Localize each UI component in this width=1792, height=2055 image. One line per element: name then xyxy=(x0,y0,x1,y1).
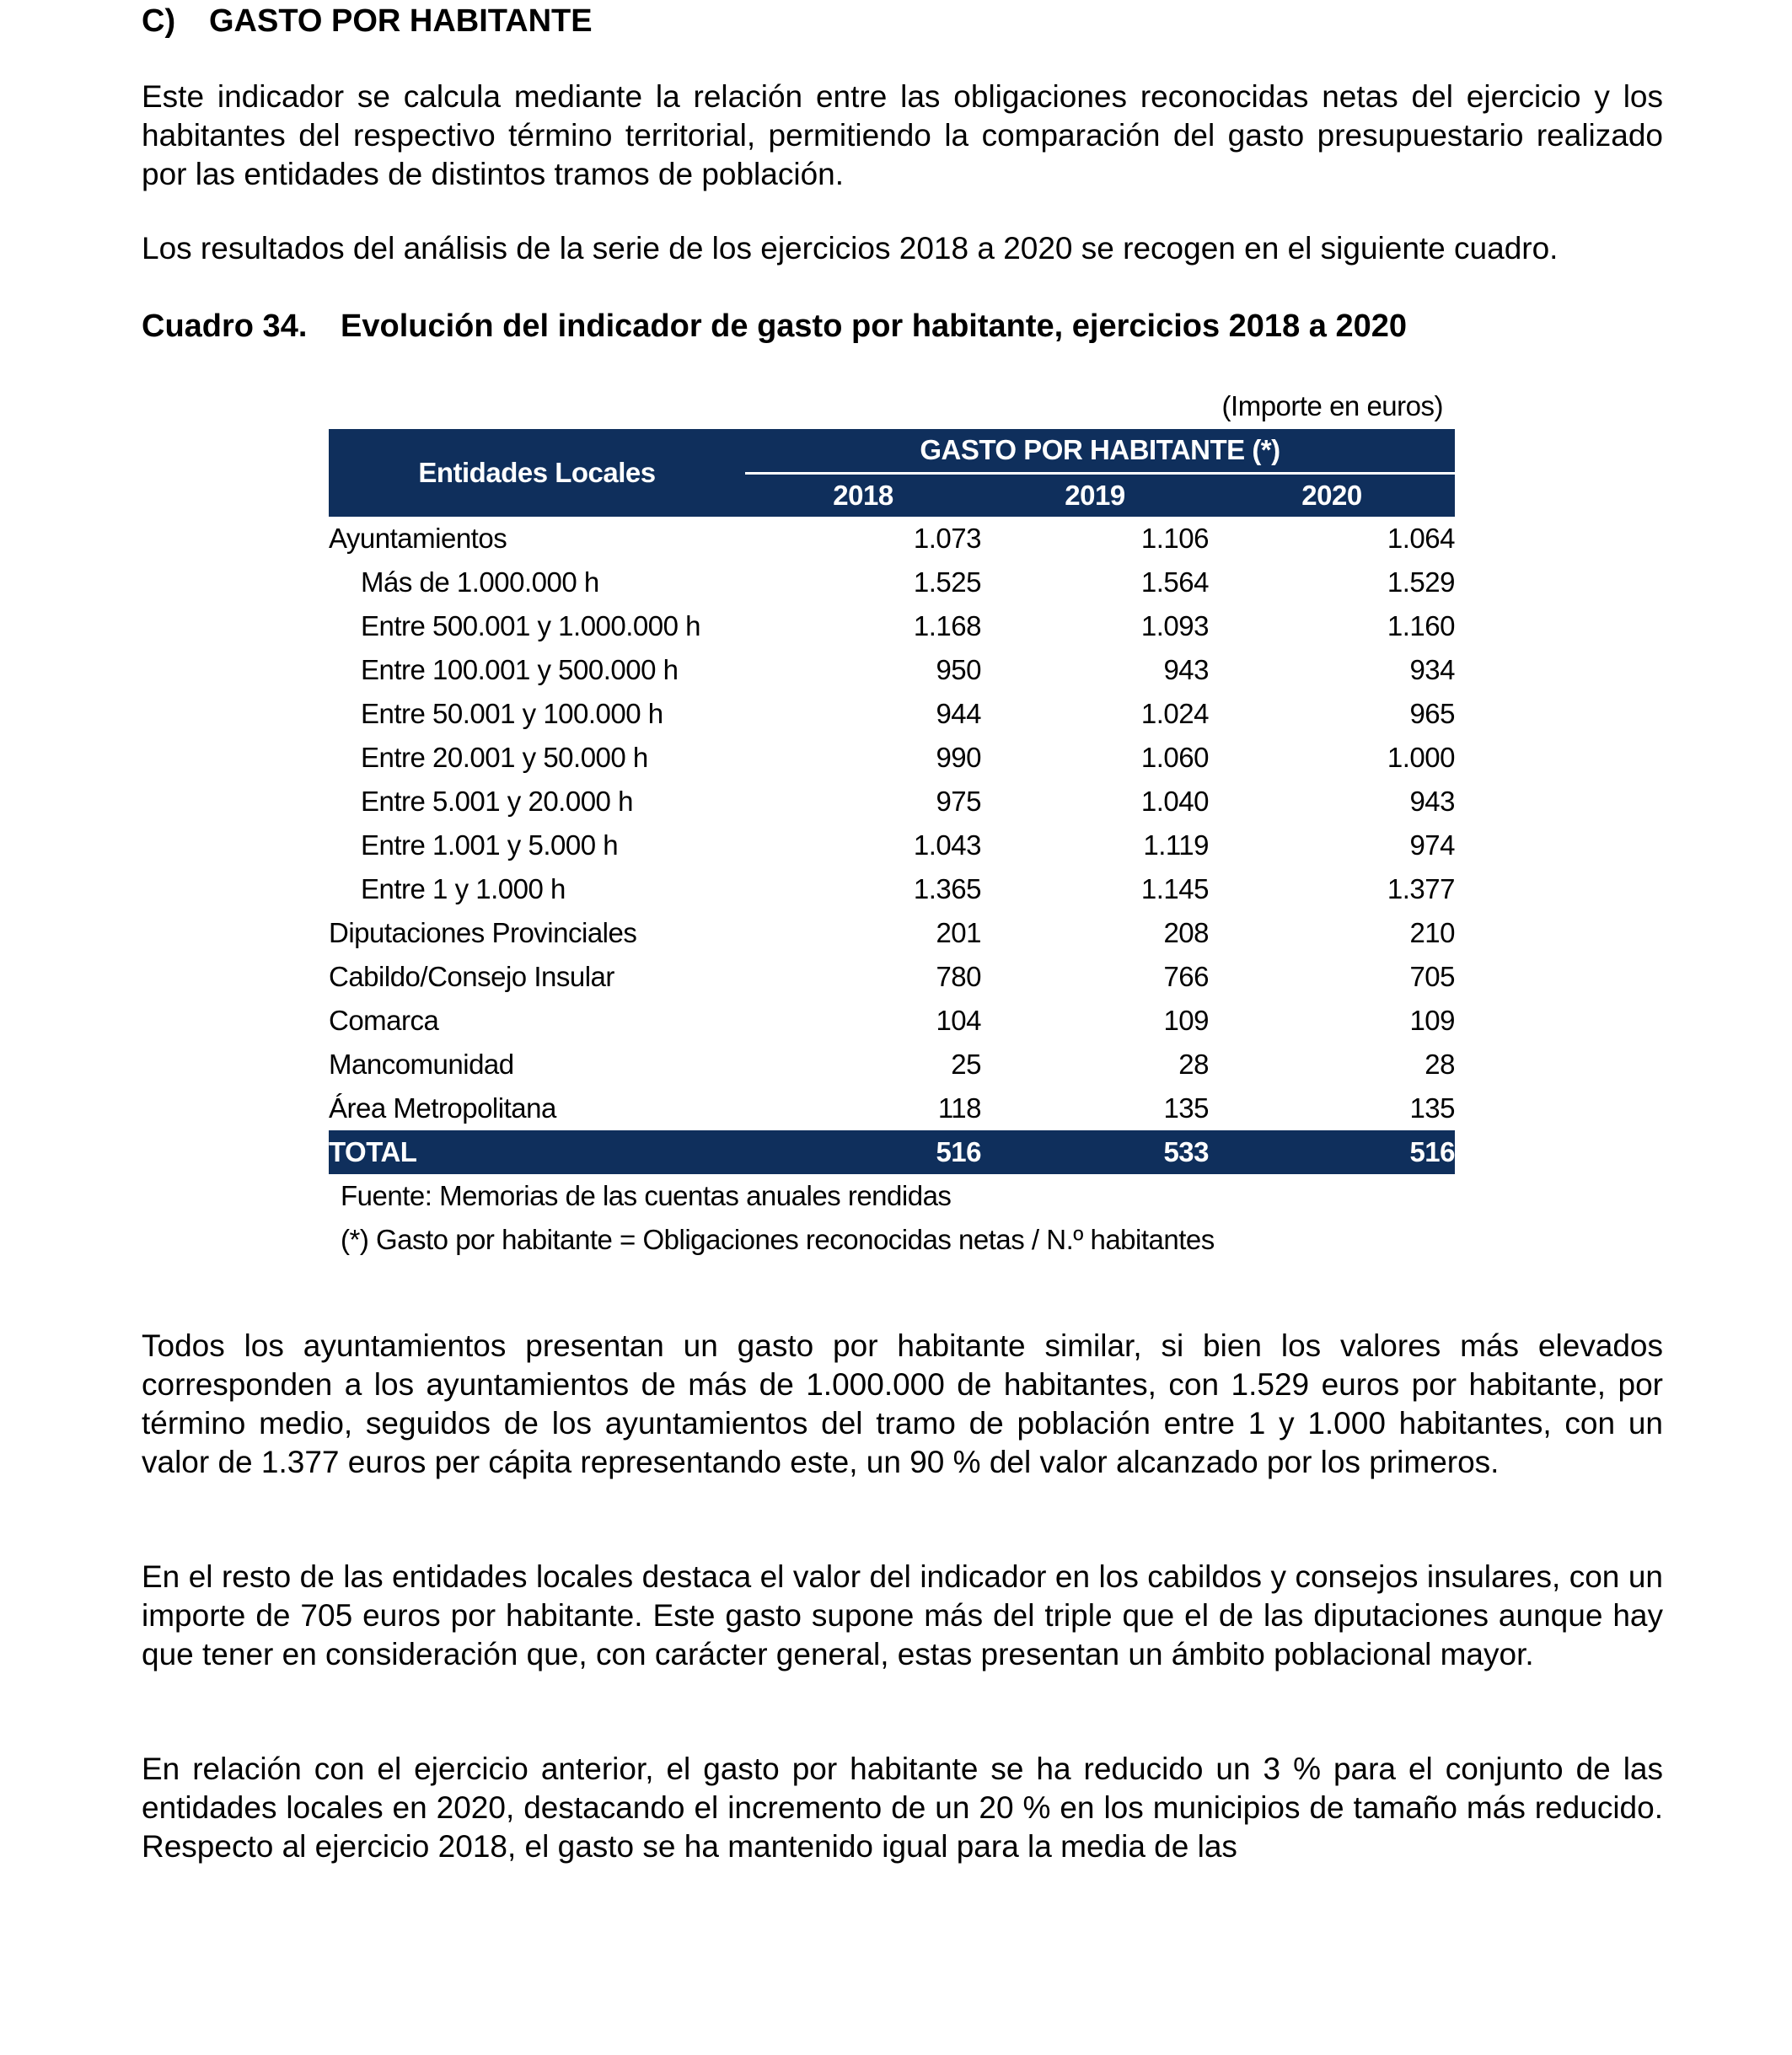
analysis-paragraph: En el resto de las entidades locales destaca el valor del indicador en los cabildos y consejos insulares, con un importe de 705 euros por habitante. Este gasto supone más del triple que el de las diputaciones aunque hay que tener en consideración que, con carácter general, estas presentan un ámbito poblacional mayor. xyxy=(142,1559,1663,1671)
row-label: Entre 20.001 y 50.000 h xyxy=(361,742,648,773)
cell-value: 1.529 xyxy=(1387,566,1455,598)
spending-per-inhabitant-table xyxy=(329,429,1455,1174)
cell-value: 705 xyxy=(1409,961,1455,992)
table-row xyxy=(329,911,1455,955)
analysis-paragraph: En relación con el ejercicio anterior, el gasto por habitante se ha reducido un 3 % para el conjunto de las entidades locales en 2020, destacando el incremento de un 20 % en los municipios de tamaño más reducido. Respecto al ejercicio 2018, el gasto se ha mantenido igual para la media de las xyxy=(142,1752,1663,1864)
table-row xyxy=(329,955,1455,999)
intro-paragraph: Los resultados del análisis de la serie de los ejercicios 2018 a 2020 se recogen en el siguiente cuadro. xyxy=(142,231,1559,266)
row-label: Entre 5.001 y 20.000 h xyxy=(361,786,633,817)
group-column-header: GASTO POR HABITANTE (*) xyxy=(745,429,1455,473)
table-row xyxy=(329,604,1455,648)
cell-value: 780 xyxy=(936,961,981,992)
total-value: 516 xyxy=(1209,1130,1455,1174)
cell-value: 975 xyxy=(936,786,981,817)
table-row xyxy=(329,517,1455,561)
cell-value: 104 xyxy=(936,1005,981,1036)
table-row xyxy=(329,736,1455,780)
cell-value: 135 xyxy=(1409,1092,1455,1124)
cell-value: 1.073 xyxy=(913,523,981,554)
row-label: Diputaciones Provinciales xyxy=(329,917,637,948)
entity-column-header: Entidades Locales xyxy=(329,429,745,517)
year-column-header: 2020 xyxy=(1209,473,1455,517)
total-label: TOTAL xyxy=(329,1130,745,1174)
table-row xyxy=(329,648,1455,692)
cell-value: 944 xyxy=(936,698,981,729)
row-label: Más de 1.000.000 h xyxy=(361,566,599,598)
cell-value: 25 xyxy=(951,1049,981,1080)
table-caption xyxy=(142,307,1407,346)
section-heading xyxy=(142,2,593,40)
cell-value: 1.377 xyxy=(1387,873,1455,904)
cell-value: 1.060 xyxy=(1140,742,1209,773)
cell-value: 766 xyxy=(1163,961,1209,992)
cell-value: 1.168 xyxy=(913,610,981,641)
row-label: Entre 500.001 y 1.000.000 h xyxy=(361,610,700,641)
row-label: Ayuntamientos xyxy=(329,523,507,554)
cell-value: 1.043 xyxy=(913,829,981,861)
year-column-header: 2019 xyxy=(981,473,1209,517)
cell-value: 943 xyxy=(1163,654,1209,685)
total-value: 516 xyxy=(745,1130,981,1174)
cell-value: 28 xyxy=(1424,1049,1455,1080)
cell-value: 1.145 xyxy=(1140,873,1209,904)
cell-value: 1.040 xyxy=(1140,786,1209,817)
row-label: Entre 50.001 y 100.000 h xyxy=(361,698,663,729)
row-label: Entre 1 y 1.000 h xyxy=(361,873,566,904)
cell-value: 1.365 xyxy=(913,873,981,904)
cell-value: 1.064 xyxy=(1387,523,1455,554)
total-value: 533 xyxy=(981,1130,1209,1174)
cell-value: 201 xyxy=(936,917,981,948)
cell-value: 1.119 xyxy=(1143,829,1209,861)
table-footnote: (*) Gasto por habitante = Obligaciones reconocidas netas / N.º habitantes xyxy=(341,1224,1215,1255)
cell-value: 118 xyxy=(937,1092,981,1124)
table-row xyxy=(329,867,1455,911)
cell-value: 965 xyxy=(1409,698,1455,729)
cell-value: 1.564 xyxy=(1140,566,1209,598)
table-row xyxy=(329,780,1455,824)
table-row xyxy=(329,824,1455,867)
cell-value: 950 xyxy=(936,654,981,685)
total-row xyxy=(329,1130,1455,1174)
table-caption-title: Evolución del indicador de gasto por habitante, ejercicios 2018 a 2020 xyxy=(341,309,1407,344)
cell-value: 208 xyxy=(1163,917,1209,948)
cell-value: 1.093 xyxy=(1140,610,1209,641)
cell-value: 943 xyxy=(1409,786,1455,817)
table-row xyxy=(329,692,1455,736)
cell-value: 1.160 xyxy=(1387,610,1455,641)
units-note: (Importe en euros) xyxy=(1221,390,1443,421)
analysis-paragraph: Todos los ayuntamientos presentan un gasto por habitante similar, si bien los valores más elevados corresponden a los ayuntamientos de más de 1.000.000 de habitantes, con 1.529 euros por habitante, por término medio, seguidos de los ayuntamientos del tramo de población entre 1 y 1.000 habitantes, con un valor de 1.377 euros per cápita representando este, un 90 % del valor alcanzado por los primeros. xyxy=(142,1328,1663,1479)
cell-value: 1.024 xyxy=(1140,698,1209,729)
cell-value: 135 xyxy=(1163,1092,1209,1124)
section-letter: C) xyxy=(142,3,176,39)
intro-paragraph: Este indicador se calcula mediante la relación entre las obligaciones reconocidas netas del ejercicio y los habitantes del respectivo término territorial, permitiendo la comparación del gasto presupuestario realizado por las entidades de distintos tramos de población. xyxy=(142,79,1663,191)
cell-value: 934 xyxy=(1409,654,1455,685)
table-source-note: Fuente: Memorias de las cuentas anuales rendidas xyxy=(341,1180,952,1211)
cell-value: 109 xyxy=(1409,1005,1455,1036)
table-caption-number: Cuadro 34. xyxy=(142,309,308,344)
cell-value: 210 xyxy=(1409,917,1455,948)
cell-value: 1.106 xyxy=(1140,523,1209,554)
cell-value: 990 xyxy=(936,742,981,773)
cell-value: 974 xyxy=(1409,829,1455,861)
table-row xyxy=(329,561,1455,604)
table-row xyxy=(329,1043,1455,1087)
cell-value: 1.000 xyxy=(1387,742,1455,773)
row-label: Comarca xyxy=(329,1005,439,1036)
cell-value: 28 xyxy=(1178,1049,1209,1080)
section-title: GASTO POR HABITANTE xyxy=(209,3,593,39)
table-row xyxy=(329,999,1455,1043)
row-label: Entre 100.001 y 500.000 h xyxy=(361,654,679,685)
table-row xyxy=(329,1087,1455,1130)
row-label: Cabildo/Consejo Insular xyxy=(329,961,614,992)
year-column-header: 2018 xyxy=(745,473,981,517)
cell-value: 109 xyxy=(1163,1005,1209,1036)
row-label: Mancomunidad xyxy=(329,1049,514,1080)
row-label: Entre 1.001 y 5.000 h xyxy=(361,829,619,861)
row-label: Área Metropolitana xyxy=(329,1092,556,1124)
cell-value: 1.525 xyxy=(913,566,981,598)
